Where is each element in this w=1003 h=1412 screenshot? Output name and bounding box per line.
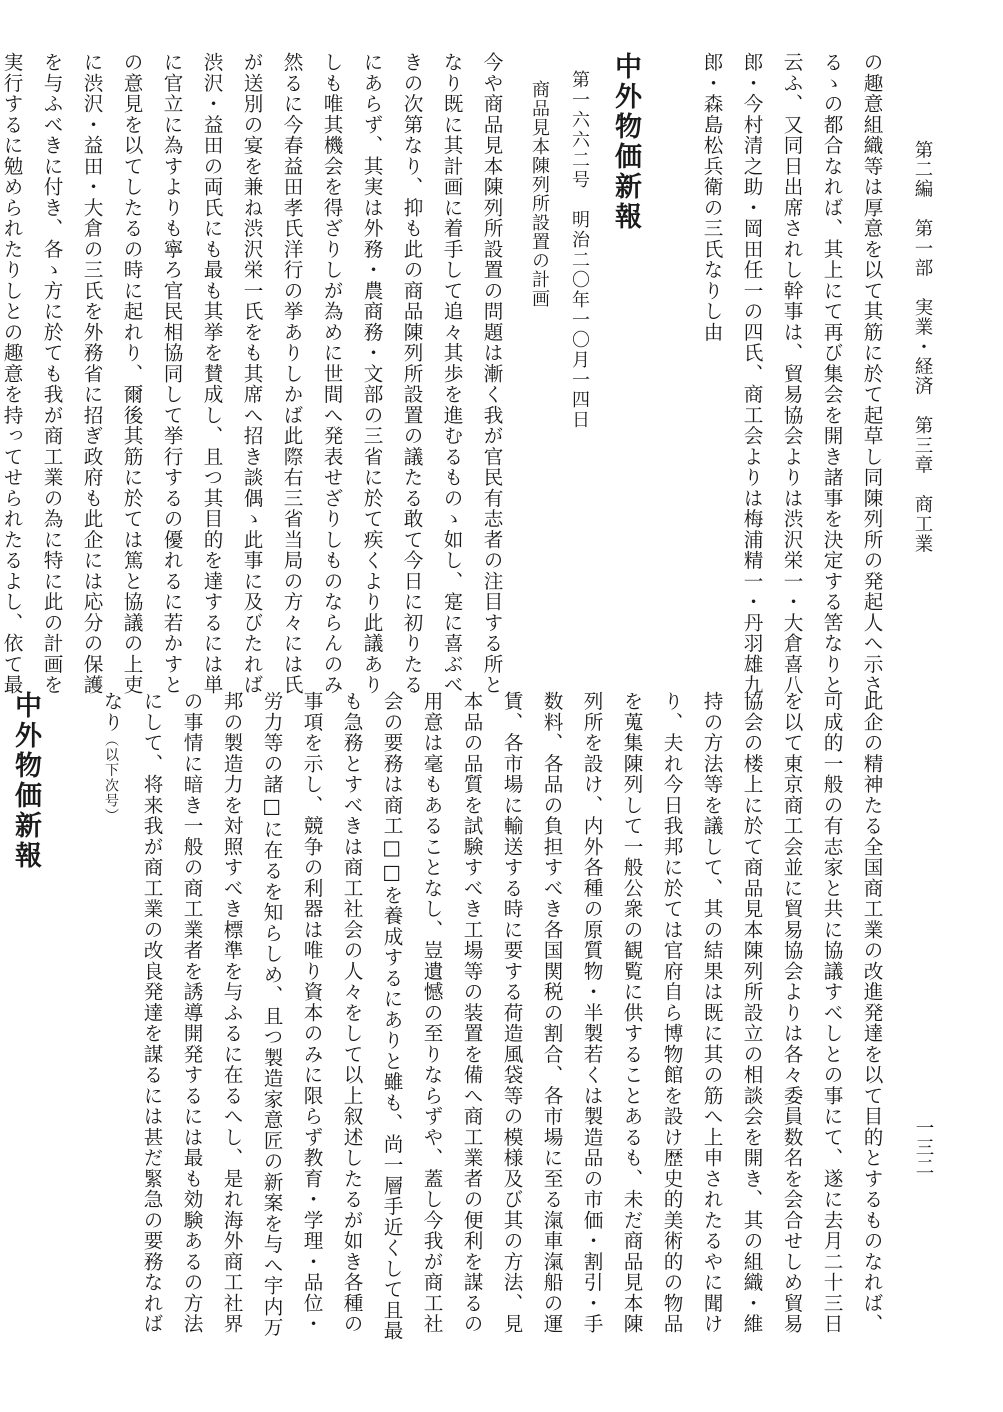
text-line: を与ふべきに付き、各ゝ方に於ても我が商工業の為に特に此の計画を [40,52,63,696]
text-line: るゝの都合なれば、其上にて再び集会を開き諸事を決定する筈なりと [820,52,843,696]
running-header: 第二編 第一部 実業・経済 第三章 商工業 [912,140,933,554]
closing-line [91,691,131,1319]
page-number: 一三二 [913,1118,934,1177]
text-line: 協会の楼上に於て商品見本陳列所設立の相談会を開き、其の組織・維 [740,691,763,1335]
text-line: 事項を示し、競争の利器は唯り資本のみに限らず教育・学理・品位・ [300,691,323,1335]
text-line: を蒐集陳列して一般公衆の観覧に供することあるも、未だ商品見本陳 [620,691,643,1335]
text-line: の趣意組織等は厚意を以て其筋に於て起草し同陳列所の発起人へ示さ [860,52,883,696]
top-section [0,52,891,696]
text-line: 渋沢・益田の両氏にも最も其挙を賛成し、且つ其目的を達するには単 [200,52,223,696]
text-line: なり既に其計画に着手して追々其歩を進むるものゝ如し、寔に喜ぶべ [440,52,463,696]
text-line: を以て東京商工会並に貿易協会よりは各々委員数名を会合せしめ貿易 [780,691,803,1335]
next-article-paper-title: 中外物価新報 [10,691,41,871]
text-line: も急務とすべきは商工社会の人々をして以上叙述したるが如き各種の [340,691,363,1335]
text-line: 郎・今村清之助・岡田任一の四氏、商工会よりは梅浦精一・丹羽雄九 [740,52,763,696]
text-line: にあらず、其実は外務・農商務・文部の三省に於て疾くより此議あり [360,52,383,696]
text-line: の事情に暗き一般の商工業者を誘導開発するには最も効験あるの方法 [180,691,203,1335]
text-line: 云ふ、又同日出席されし幹事は、貿易協会よりは渋沢栄一・大倉喜八 [780,52,803,696]
text-line: 本品の品質を試験すべき工場等の装置を備へ商工業者の便利を謀るの [460,691,483,1335]
text-line: 実行するに勉められたりしとの趣意を持ってせられたるよし、依て最 [0,52,23,696]
text-line: 列所を設け、内外各種の原質物・半製若くは製造品の市価・割引・手 [580,691,603,1335]
text-line: 会の要務は商工□□を養成するにありと雖も、尚一層手近くして且最 [380,691,403,1342]
text-line: 然るに今春益田孝氏洋行の挙ありしかば此際右三省当局の方々には氏 [280,52,303,696]
text-line: きの次第なり、抑も此の商品陳列所設置の議たる敢て今日に初りたる [400,52,423,696]
text-line: にして、将来我が商工業の改良発達を謀るには甚だ緊急の要務なれば [140,691,163,1335]
text-line: の意見を以てしたるの時に起れり、爾後其筋に於ては篤と協議の上吏 [120,52,143,696]
text-line: 郎・森島松兵衛の三氏なりし由 [700,52,723,343]
article-paper-title: 中外物価新報 [610,52,641,232]
text-line: 今や商品見本陳列所設置の問題は漸く我が官民有志者の注目する所と [480,52,503,696]
text-line: 数料、各品の負担すべき各国関税の割合、各市場に至る滊車滊船の運 [540,691,563,1335]
text-line: に官立に為すよりも寧ろ官民相協同して挙行するの優れるに若かすと [160,52,183,696]
text-line: り、夫れ今日我邦に於ては官府自ら博物館を設け歴史的美術的の物品 [660,691,683,1335]
text-line: 用意は毫もあることなし、豈遺憾の至りならずや、蓋し今我が商工社 [420,691,443,1335]
text-line: が送別の宴を兼ね渋沢栄一氏をも其席へ招き談偶ゝ此事に及びたれば [240,52,263,696]
article-subtitle: 商品見本陳列所設置の計画 [529,80,550,308]
article-issue-line: 第一六六二号 明治二〇年一〇月一四日 [569,70,590,430]
text-line: 賃、各市場に輸送する時に要する荷造風袋等の模様及び其の方法、見 [500,691,523,1335]
closing-text: なり [100,691,123,733]
continued-note: （以下次号） [103,732,119,824]
text-line: 可成的一般の有志家と共に協議すべしとの事にて、遂に去月二十三日 [820,691,843,1335]
bottom-section [0,691,891,1342]
text-line: しも唯其機会を得ざりしが為めに世間へ発表せざりしものならんのみ [320,52,343,696]
text-line: に渋沢・益田・大倉の三氏を外務省に招ぎ政府も此企には応分の保護 [80,52,103,696]
text-line: 労力等の諸□に在るを知らしめ、且つ製造家意匠の新案を与へ宇内万 [260,691,283,1338]
text-line: 此企の精神たる全国商工業の改進発達を以て目的とするものなれば、 [860,691,883,1335]
text-line: 邦の製造力を対照すべき標準を与ふるに在るへし、是れ海外商工社界 [220,691,243,1335]
text-line: 持の方法等を議して、其の結果は既に其の筋へ上申されたるやに聞け [700,691,723,1335]
